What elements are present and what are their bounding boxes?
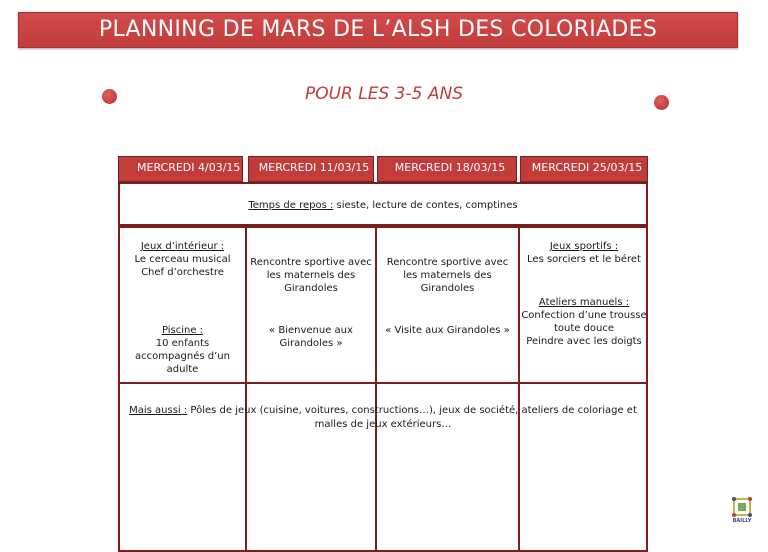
meeting-text: Girandoles [420,283,475,294]
decorative-dot-left [102,89,117,104]
logo-text: BAILLY [732,518,752,524]
pool-text: accompagnés d’un [135,351,230,362]
pool-text: adulte [166,364,199,375]
sports-text: Les sorciers et le béret [527,254,641,265]
also-text: malles de jeux extérieurs… [314,419,452,430]
quote-text: « Visite aux Girandoles » [385,325,510,336]
col1-pool [120,324,245,376]
bailly-logo [728,496,756,526]
indoor-games-label: Jeux d’intérieur : [140,241,225,252]
row-divider [118,382,648,384]
meeting-text: Rencontre sportive avec [386,257,509,268]
indoor-game-item: Le cerceau musical [134,254,231,265]
col2-meeting [247,256,375,295]
header-day-2: MERCREDI 11/03/15 [248,156,374,182]
logo-icon [728,496,756,518]
col2-quote [247,324,375,350]
meeting-text: Rencontre sportive avec [250,257,372,268]
quote-text: « Bienvenue aux [269,325,353,336]
crafts-text: Confection d’une trousse [521,310,647,321]
rest-time-text: sieste, lecture de contes, comptines [333,200,518,211]
rest-time-label: Temps de repos : [248,200,334,211]
header-day-1: MERCREDI 4/03/15 [118,156,243,182]
meeting-text: les maternels des [403,270,492,281]
crafts-text: Peindre avec les doigts [526,336,642,347]
decorative-dot-right [654,95,669,110]
col3-meeting [377,256,518,295]
col4-crafts [520,296,648,348]
col4-sports [520,240,648,266]
header-day-3: MERCREDI 18/03/15 [377,156,517,182]
col1-games [120,240,245,279]
also-label: Mais aussi : [129,405,188,416]
col3-quote [377,324,518,337]
page-title: PLANNING DE MARS DE L’ALSH DES COLORIADES [18,12,738,48]
pool-label: Piscine : [161,325,204,336]
meeting-text: les maternels des [266,270,356,281]
page-subtitle: POUR LES 3-5 ANS [304,84,463,104]
column-divider [518,226,520,552]
rest-time-row [118,182,648,226]
meeting-text: Girandoles [284,283,338,294]
pool-text: 10 enfants [155,338,210,349]
crafts-label: Ateliers manuels : [538,297,630,308]
quote-text: Girandoles » [279,338,343,349]
header-day-4: MERCREDI 25/03/15 [520,156,648,182]
crafts-text: toute douce [553,323,615,334]
also-text: Pôles de jeux (cuisine, voitures, constructions…), jeux de société, ateliers de coloriage et [187,405,637,416]
indoor-game-item: Chef d’orchestre [141,267,224,278]
also-section [120,404,646,432]
sports-label: Jeux sportifs : [549,241,619,252]
